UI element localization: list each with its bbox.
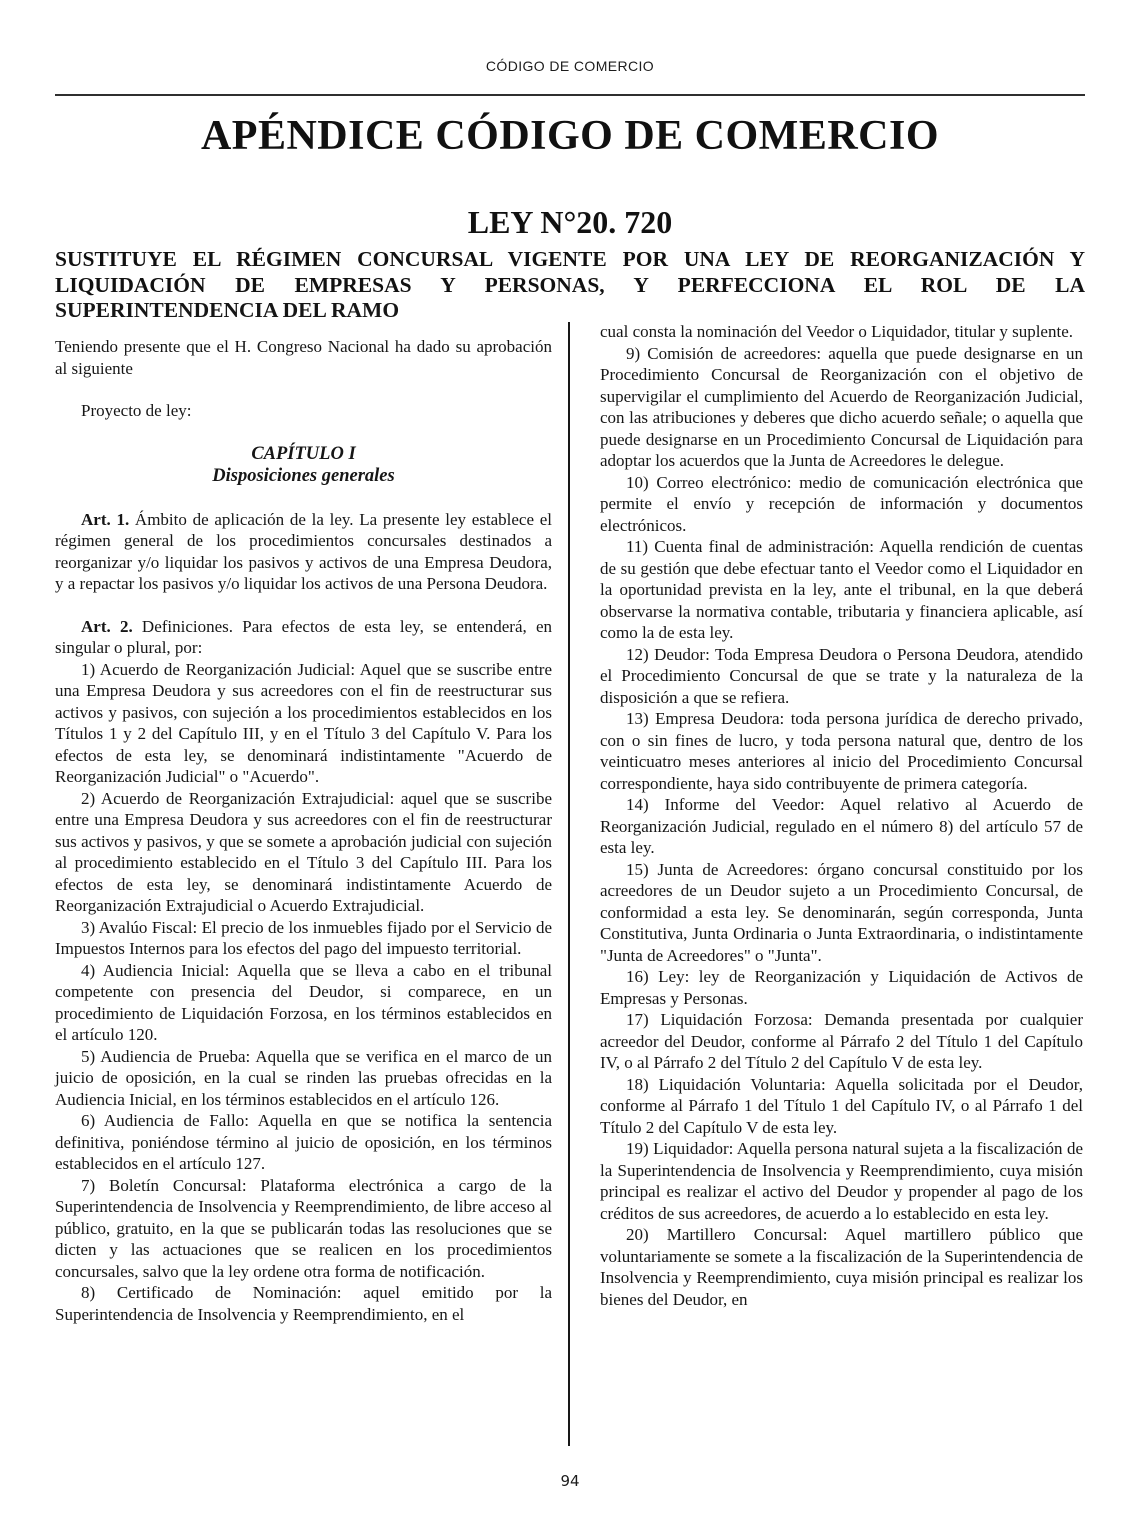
definition-item-2: 2) Acuerdo de Reorganización Extrajudicial: aquel que se suscribe entre una Empresa Deudora y sus acreedores con el fin de reestructurar sus activos y pasivos, y que se somete a aprobación judicial con sujeción al procedimiento establecido en el Título 3 del Capítulo III. Para los efectos de esta ley, se denominará indistintamente Acuerdo de Reorganización Extrajudicial o Acuerdo Extrajudicial. [55,788,552,915]
column-divider [568,322,570,1446]
definition-item-11: 11) Cuenta final de administración: Aquella rendición de cuentas de su gestión que debe efectuar tanto el Veedor como el Liquidador en la oportunidad prevista en la ley, ante el tribunal, en la que deberá observarse la normativa contable, tributaria y financiera aplicable, así como la de esta ley. [600,537,1083,642]
definition-item-10: 10) Correo electrónico: medio de comunicación electrónica que permite el envío y recepción de información y documentos electrónicos. [600,472,1083,535]
definition-item-15: 15) Junta de Acreedores: órgano concursal constituido por los acreedores de un Deudor sujeto a un Procedimiento Concursal, de conformidad a esta ley. Se denominarán, según corresponda, Junta Constitutiva, Junta Ordinaria o Junta Extraordinaria, o indistintamente "Junta de Acreedores" o "Junta". [600,859,1083,965]
definition-item-8: 8) Certificado de Nominación: aquel emitido por la Superintendencia de Insolvencia y Reemprendimiento, en el [55,1283,552,1324]
definition-item-3: 3) Avalúo Fiscal: El precio de los inmuebles fijado por el Servicio de Impuestos Internos para los efectos del pago del impuesto territorial. [55,917,552,958]
article-2-label: Art. 2. [81,616,133,636]
chapter-heading-block [55,443,552,488]
left-column [55,298,552,1325]
article-2-text: Definiciones. Para efectos de esta ley, se entenderá, en singular o plural, por: [55,616,552,657]
project-of-law-line: Proyecto de ley: [81,401,192,420]
article-1-label: Art. 1. [81,509,130,529]
definition-item-12: 12) Deudor: Toda Empresa Deudora o Persona Deudora, atendido el Procedimiento Concursal de que se trate y la naturaleza de la disposición a que se refiera. [600,644,1083,707]
definition-item-20: 20) Martillero Concursal: Aquel martillero público que voluntariamente se somete a la fiscalización de la Superintendencia de Insolvencia y Reemprendimiento, cuya misión principal es realizar los bienes del Deudor, en [600,1225,1083,1309]
definition-item-9: 9) Comisión de acreedores: aquella que puede designarse en un Procedimiento Concursal de Reorganización con el objetivo de supervigilar el cumplimiento del Acuerdo de Reorganización Judicial, con las atribuciones y deberes que dicho acuerdo señale; o aquella que puede designarse en un Procedimiento Concursal de Liquidación para adoptar los acuerdos que la Junta de Acreedores le delegue. [600,343,1083,470]
running-header: CÓDIGO DE COMERCIO [485,58,655,74]
definition-item-7: 7) Boletín Concursal: Plataforma electrónica a cargo de la Superintendencia de Insolvencia y Reemprendimiento, de libre acceso al público, gratuito, en la que se publicarán todas las resoluciones que se dicten y las actuaciones que se realicen en los procedimientos concursales, salvo que la ley ordene otra forma de notificación. [55,1175,552,1281]
definition-item-5: 5) Audiencia de Prueba: Aquella que se verifica en el marco de un juicio de oposición, en la cual se rinden las pruebas ofrecidas en la Audiencia Inicial, en los términos establecidos en el artículo 126. [55,1046,552,1109]
definition-item-8-continuation: cual consta la nominación del Veedor o Liquidador, titular y suplente. [600,322,1073,341]
two-column-body [55,298,1085,1446]
article-1-text: Ámbito de aplicación de la ley. La presente ley establece el régimen general de los procedimientos concursales destinados a reorganizar y/o liquidar los pasivos y activos de una Empresa Deudora, y a repactar los pasivos y/o liquidar los activos de una Persona Deudora. [55,509,553,593]
definition-item-17: 17) Liquidación Forzosa: Demanda presentada por cualquier acreedor del Deudor, conforme al Párrafo 2 del Título 1 del Capítulo IV, o al Párrafo 2 del Título 2 del Capítulo V de esta ley. [600,1010,1083,1072]
law-subtitle [55,247,1085,298]
definition-item-18: 18) Liquidación Voluntaria: Aquella solicitada por el Deudor, conforme al Párrafo 1 del Título 1 del Capítulo IV, o al Párrafo 1 del Título 2 del Capítulo V de esta ley. [600,1074,1083,1137]
definition-item-19: 19) Liquidador: Aquella persona natural sujeta a la fiscalización de la Superintendencia de Insolvencia y Reemprendimiento, cuya misión principal es realizar el activo del Deudor y propender al pago de los créditos de sus acreedores, de acuerdo a lo establecido en esta ley. [600,1139,1083,1223]
chapter-subheading: Disposiciones generales [212,466,395,486]
page-number: 94 [560,1472,580,1490]
header-rule [55,94,1085,96]
definition-item-16: 16) Ley: ley de Reorganización y Liquidación de Activos de Empresas y Personas. [600,967,1083,1008]
law-subtitle-line-2: LIQUIDACIÓN DE EMPRESAS Y PERSONAS, Y PERFECCIONA EL ROL DE LA [55,272,1085,297]
article-1-paragraph [55,509,552,595]
law-number: LEY N°20. 720 [467,204,673,240]
appendix-title: APÉNDICE CÓDIGO DE COMERCIO [200,113,940,159]
chapter-heading: CAPÍTULO I [251,443,356,464]
right-column [600,298,1083,1310]
definition-item-14: 14) Informe del Veedor: Aquel relativo al Acuerdo de Reorganización Judicial, regulado en el número 8) del artículo 57 de esta ley. [600,795,1083,857]
article-2-paragraph [55,616,552,659]
definition-item-6: 6) Audiencia de Fallo: Aquella en que se notifica la sentencia definitiva, poniéndose término al juicio de oposición, en los términos establecidos en el artículo 127. [55,1111,552,1173]
law-subtitle-line-1: SUSTITUYE EL RÉGIMEN CONCURSAL VIGENTE POR UNA LEY DE REORGANIZACIÓN Y [55,247,1085,271]
intro-paragraph: Teniendo presente que el H. Congreso Nacional ha dado su aprobación al siguiente [55,337,552,378]
law-subtitle-line-3: SUPERINTENDENCIA DEL RAMO [55,298,400,322]
definition-item-13: 13) Empresa Deudora: toda persona jurídica de derecho privado, con o sin fines de lucro, y toda persona natural que, dentro de los veinticuatro meses anteriores al inicio del Procedimiento Concursal correspondiente, haya sido contribuyente de primera categoría. [600,709,1083,793]
definition-item-4: 4) Audiencia Inicial: Aquella que se lleva a cabo en el tribunal competente con presencia del Deudor, si comparece, en un procedimiento de Liquidación Forzosa, en los términos establecidos en el artículo 120. [55,960,552,1044]
definition-item-1: 1) Acuerdo de Reorganización Judicial: Aquel que se suscribe entre una Empresa Deudora y sus acreedores con el fin de reestructurar sus activos y pasivos, con sujeción a los procedimientos establecidos en los Títulos 1 y 2 del Capítulo III, y en el Título 3 del Capítulo V. Para los efectos de esta ley, se denominará indistintamente "Acuerdo de Reorganización Judicial" o "Acuerdo". [55,659,552,786]
